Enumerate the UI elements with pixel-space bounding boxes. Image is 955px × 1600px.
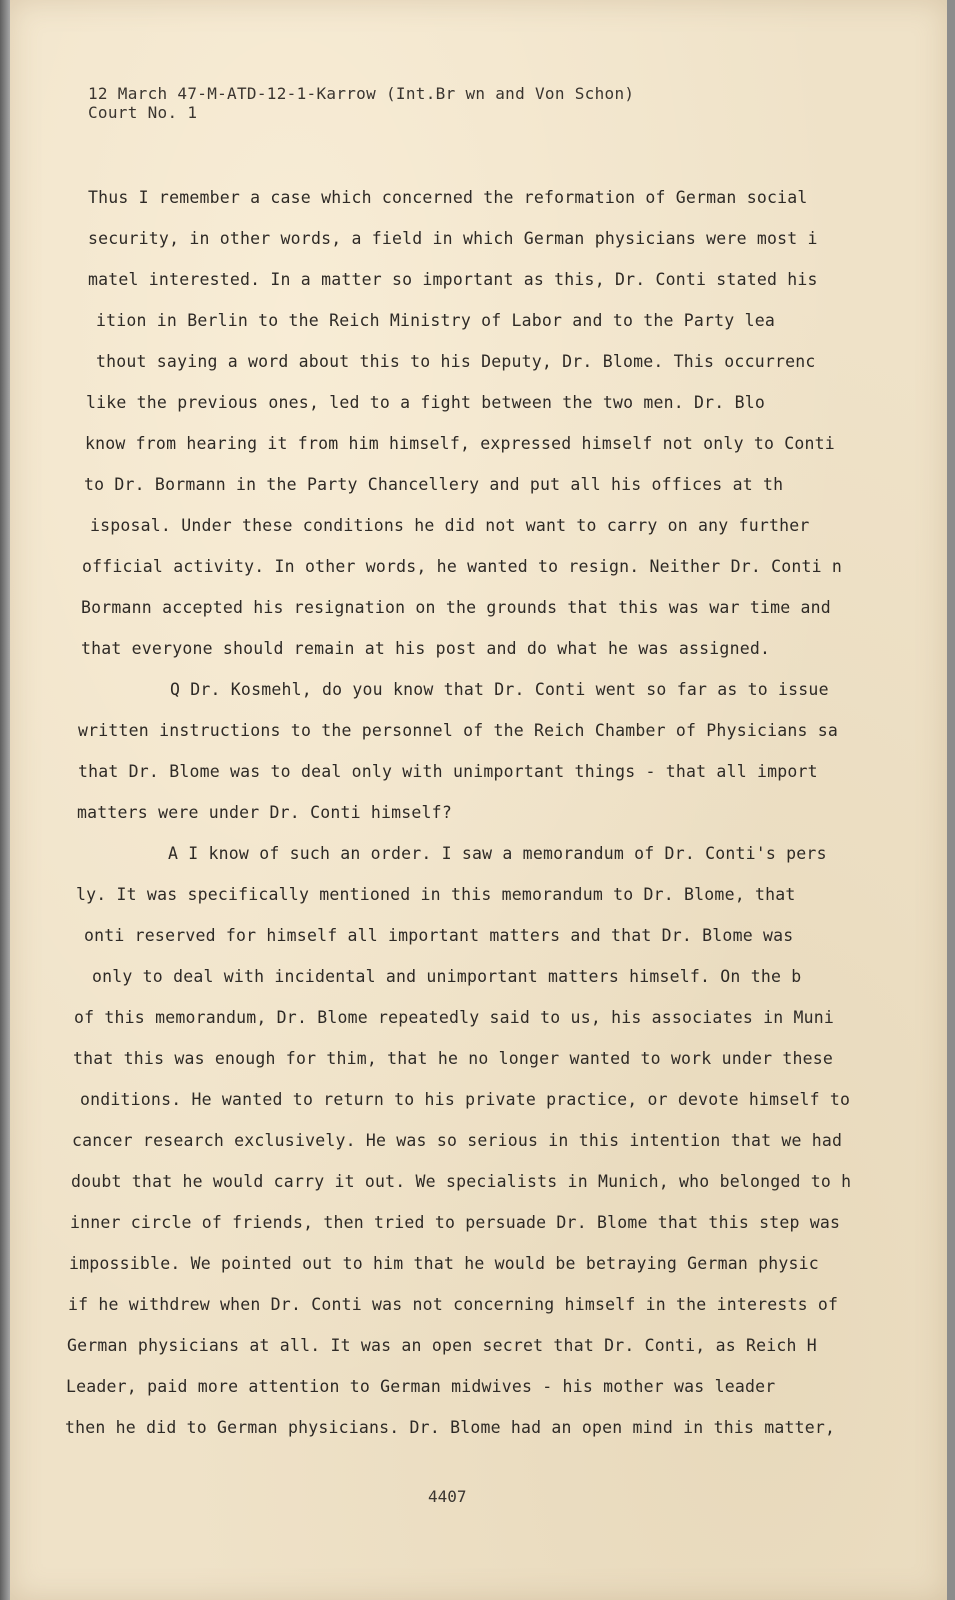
header-session-line: 12 March 47-M-ATD-12-1-Karrow (Int.Br wn and Von Schon) <box>88 84 635 103</box>
transcript-line: that Dr. Blome was to deal only with unimportant things - that all import <box>78 762 818 781</box>
transcript-line: matters were under Dr. Conti himself? <box>77 803 452 822</box>
answer-line: A I know of such an order. I saw a memorandum of Dr. Conti's pers <box>168 844 827 863</box>
transcript-line: cancer research exclusively. He was so serious in this intention that we had <box>72 1131 843 1150</box>
binding-edge <box>0 0 10 1600</box>
transcript-line: ly. It was specifically mentioned in this memorandum to Dr. Blome, that <box>76 885 796 904</box>
transcript-line: official activity. In other words, he wanted to resign. Neither Dr. Conti n <box>82 557 843 576</box>
transcript-line: written instructions to the personnel of the Reich Chamber of Physicians sa <box>78 721 839 740</box>
question-line: Q Dr. Kosmehl, do you know that Dr. Conti went so far as to issue <box>170 680 829 699</box>
transcript-line: onditions. He wanted to return to his private practice, or devote himself to <box>80 1090 851 1109</box>
transcript-line: Bormann accepted his resignation on the grounds that this was war time and <box>81 598 831 617</box>
transcript-line: of this memorandum, Dr. Blome repeatedly said to us, his associates in Muni <box>74 1008 835 1027</box>
transcript-line: only to deal with incidental and unimportant matters himself. On the b <box>92 967 802 986</box>
transcript-line: to Dr. Bormann in the Party Chancellery and put all his offices at th <box>84 475 784 494</box>
transcript-line: ition in Berlin to the Reich Ministry of Labor and to the Party lea <box>96 311 775 330</box>
transcript-line: know from hearing it from him himself, expressed himself not only to Conti <box>85 434 835 453</box>
transcript-line: isposal. Under these conditions he did not want to carry on any further <box>90 516 810 535</box>
transcript-line: like the previous ones, led to a fight between the two men. Dr. Blo <box>86 393 765 412</box>
transcript-line: Leader, paid more attention to German midwives - his mother was leader <box>66 1377 776 1396</box>
transcript-body <box>10 0 947 1600</box>
transcript-line: Thus I remember a case which concerned the reformation of German social <box>88 188 808 207</box>
document-page <box>10 0 947 1600</box>
transcript-line: impossible. We pointed out to him that he would be betraying German physic <box>69 1254 819 1273</box>
transcript-line: if he withdrew when Dr. Conti was not concerning himself in the interests of <box>68 1295 839 1314</box>
transcript-line: that this was enough for thim, that he no longer wanted to work under these <box>73 1049 834 1068</box>
transcript-line: thout saying a word about this to his Deputy, Dr. Blome. This occurrenc <box>96 352 816 371</box>
transcript-line: German physicians at all. It was an open secret that Dr. Conti, as Reich H <box>67 1336 817 1355</box>
transcript-line: that everyone should remain at his post and do what he was assigned. <box>81 639 771 658</box>
transcript-line: then he did to German physicians. Dr. Blome had an open mind in this matter, <box>65 1418 836 1437</box>
header-court-line: Court No. 1 <box>88 103 198 122</box>
page-number: 4407 <box>428 1487 467 1506</box>
transcript-line: doubt that he would carry it out. We specialists in Munich, who belonged to h <box>71 1172 852 1191</box>
transcript-line: inner circle of friends, then tried to persuade Dr. Blome that this step was <box>70 1213 841 1232</box>
transcript-line: security, in other words, a field in which German physicians were most i <box>88 229 818 248</box>
transcript-line: matel interested. In a matter so important as this, Dr. Conti stated his <box>88 270 818 289</box>
transcript-line: onti reserved for himself all important matters and that Dr. Blome was <box>84 926 794 945</box>
